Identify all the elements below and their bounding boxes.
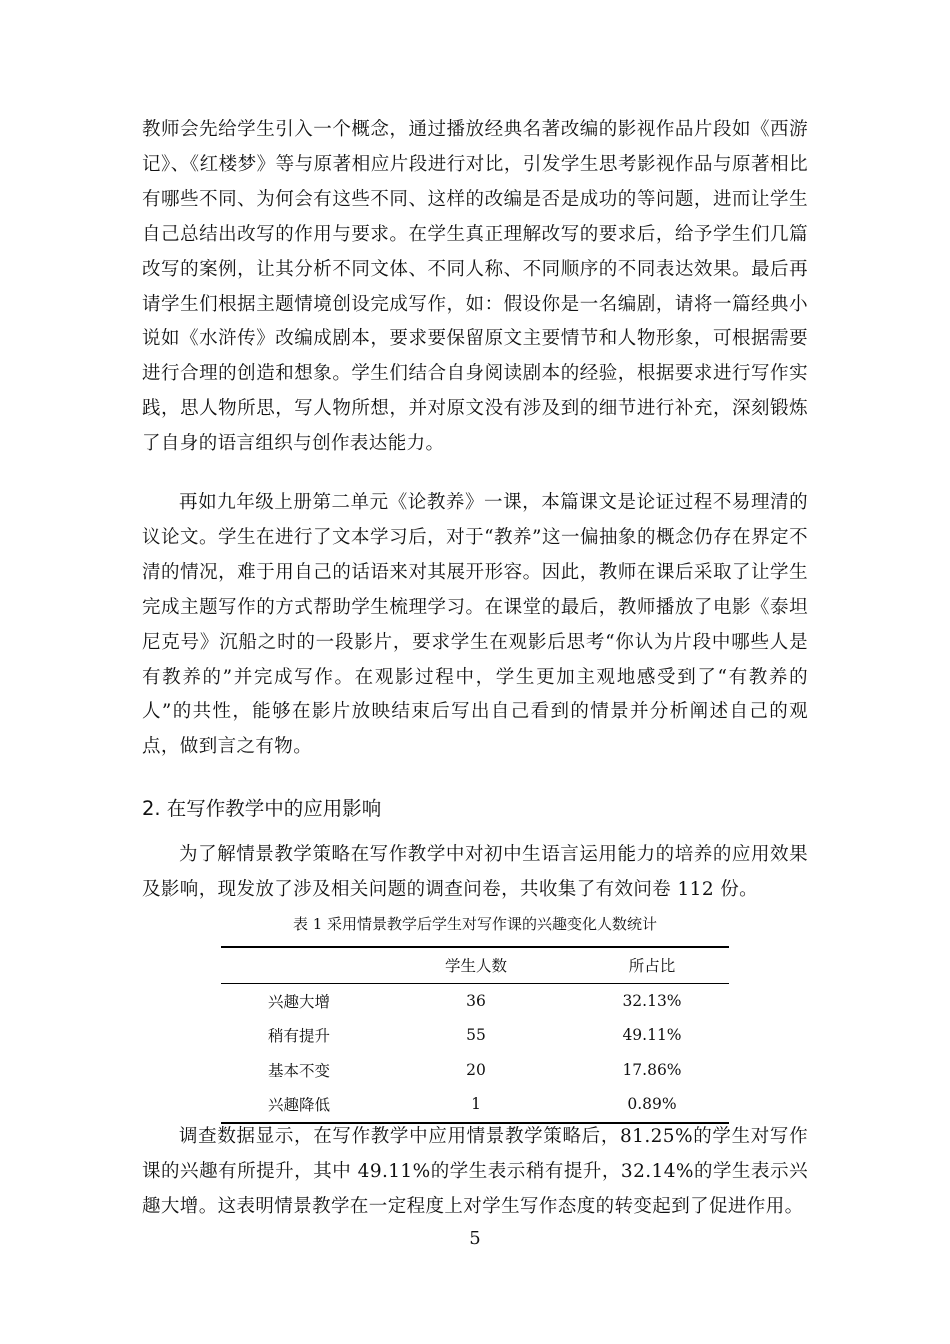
row-count: 55: [466, 1026, 486, 1045]
table-row: [221, 1053, 729, 1088]
body-paragraph-1: 教师会先给学生引入一个概念，通过播放经典名著改编的影视作品片段如《西游记》、《红楼梦》等与原著相应片段进行对比，引发学生思考影视作品与原著相比有哪些不同、为何会有这些不同、这样的改编是否是成功的等问题，进而让学生自己总结出改写的作用与要求。在学生真正理解改写的要求后，给予学生们几篇改写的案例，让其分析不同文体、不同人称、不同顺序的不同表达效果。最后再请学生们根据主题情境创设完成写作，如：假设你是一名编剧，请将一篇经典小说如《水浒传》改编成剧本，要求要保留原文主要情节和人物形象，可根据需要进行合理的创造和想象。学生们结合自身阅读剧本的经验，根据要求进行写作实践，思人物所思，写人物所想，并对原文没有涉及到的细节进行补充，深刻锻炼了自身的语言组织与创作表达能力。: [142, 119, 808, 455]
page-number: 5: [469, 1228, 481, 1249]
row-count: 20: [466, 1060, 486, 1079]
row-count: 1: [471, 1095, 481, 1114]
table-row: [221, 1018, 729, 1053]
table-header-count: 学生人数: [444, 957, 507, 976]
row-label: 兴趣大增: [267, 992, 330, 1011]
table-header-percent: 所占比: [628, 957, 676, 976]
row-percent: 49.11%: [622, 1026, 682, 1045]
row-count: 36: [466, 991, 486, 1010]
row-label: 基本不变: [267, 1061, 330, 1080]
table-header-row: [221, 947, 729, 983]
section-heading: 2. 在写作教学中的应用影响: [142, 797, 382, 820]
table-row: [221, 1087, 729, 1123]
row-percent: 0.89%: [627, 1095, 677, 1114]
body-paragraph-4: 调查数据显示，在写作教学中应用情景教学策略后，81.25%的学生对写作课的兴趣有所提升，其中 49.11%的学生表示稍有提升，32.14%的学生表示兴趣大增。这表明情景教学在一定程度上对学生写作态度的转变起到了促进作用。: [142, 1126, 808, 1217]
row-percent: 32.13%: [622, 991, 682, 1010]
table-row: [221, 983, 729, 1018]
row-label: 稍有提升: [267, 1027, 330, 1046]
row-percent: 17.86%: [622, 1060, 682, 1079]
interest-change-table: [221, 946, 729, 1124]
table-caption: 表 1 采用情景教学后学生对写作课的兴趣变化人数统计: [292, 915, 658, 933]
table-header-empty: [221, 947, 377, 983]
body-paragraph-3: 为了解情景教学策略在写作教学中对初中生语言运用能力的培养的应用效果及影响，现发放了涉及相关问题的调查问卷，共收集了有效问卷 112 份。: [142, 844, 808, 900]
row-label: 兴趣降低: [267, 1096, 330, 1115]
body-paragraph-2: 再如九年级上册第二单元《论教养》一课，本篇课文是论证过程不易理清的议论文。学生在进行了文本学习后，对于“教养”这一偏抽象的概念仍存在界定不清的情况，难于用自己的话语来对其展开形容。因此，教师在课后采取了让学生完成主题写作的方式帮助学生梳理学习。在课堂的最后，教师播放了电影《泰坦尼克号》沉船之时的一段影片，要求学生在观影后思考“你认为片段中哪些人是有教养的”并完成写作。在观影过程中，学生更加主观地感受到了“有教养的人”的共性，能够在影片放映结束后写出自己看到的情景并分析阐述自己的观点，做到言之有物。: [142, 492, 808, 758]
